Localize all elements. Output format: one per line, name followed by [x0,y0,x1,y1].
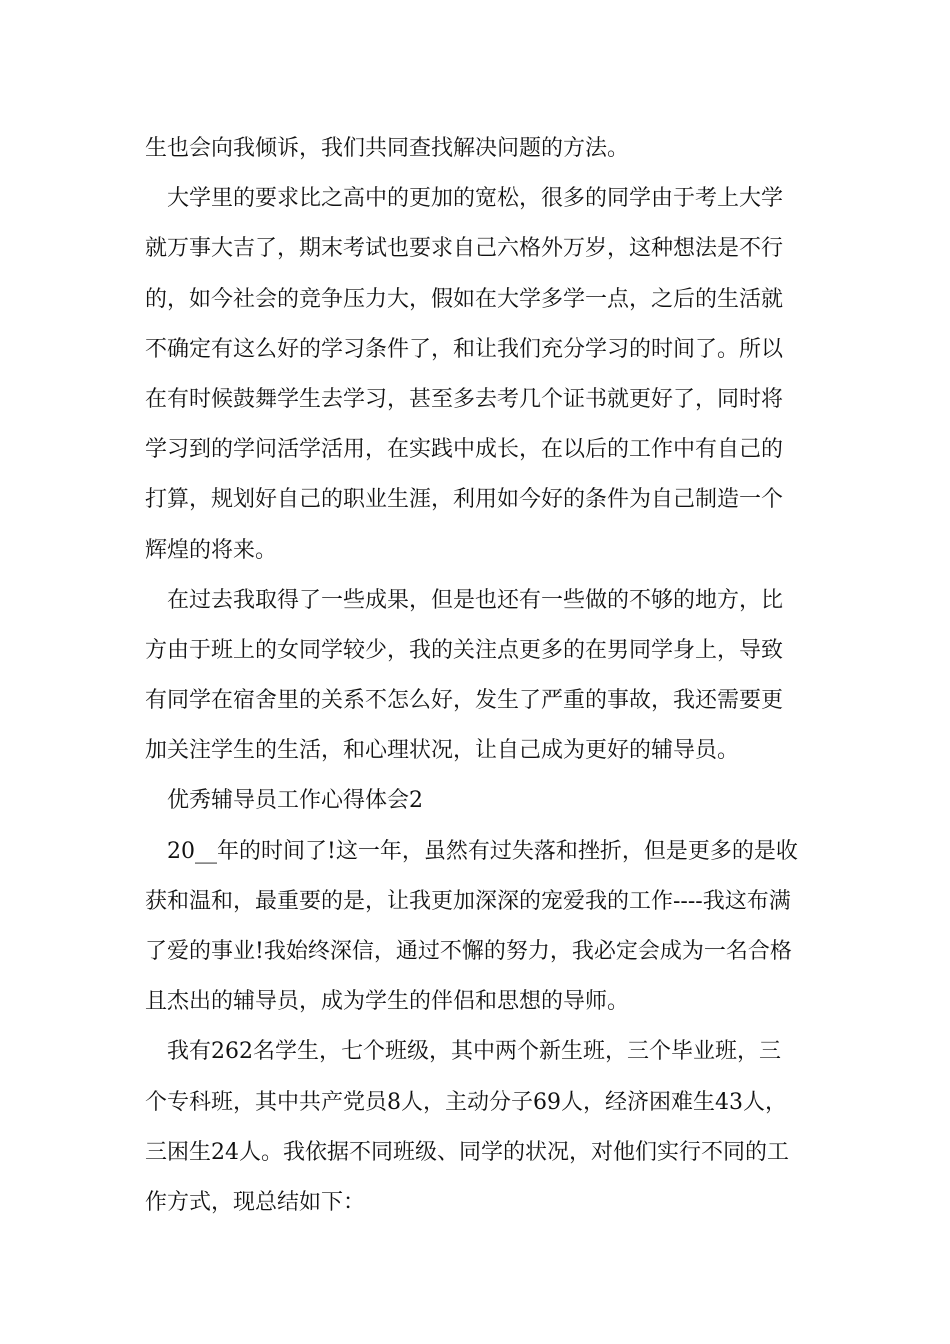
document-body [145,124,810,1228]
text-line: 学习到的学问活学活用，在实践中成长，在以后的工作中有自己的 [145,437,784,463]
text-line: 的，如今社会的竞争压力大，假如在大学多学一点，之后的生活就 [145,286,784,312]
paragraph-start: 我有262名学生，七个班级，其中两个新生班，三个毕业班，三 [167,1039,781,1065]
text-line: 不确定有这么好的学习条件了，和让我们充分学习的时间了。所以 [145,336,784,362]
section-heading: 优秀辅导员工作心得体会2 [167,788,423,814]
text-line: 三困生24人。我依据不同班级、同学的状况，对他们实行不同的工 [145,1139,789,1165]
text-line: 获和温和，最重要的是，让我更加深深的宠爱我的工作----我这布满 [145,888,791,914]
text-line: 有同学在宿舍里的关系不怎么好，发生了严重的事故，我还需要更 [145,688,784,714]
text-line: 了爱的事业!我始终深信，通过不懈的努力，我必定会成为一名合格 [145,939,792,964]
text-line: 就万事大吉了，期末考试也要求自己六格外万岁，这种想法是不行 [145,236,784,262]
text-line: 在有时候鼓舞学生去学习，甚至多去考几个证书就更好了，同时将 [145,386,784,412]
text-line: 生也会向我倾诉，我们共同查找解决问题的方法。 [145,136,630,161]
paragraph-start: 大学里的要求比之高中的更加的宽松，很多的同学由于考上大学 [167,186,784,212]
paragraph-start: 在过去我取得了一些成果，但是也还有一些做的不够的地方，比 [167,587,784,613]
text-line: 方由于班上的女同学较少，我的关注点更多的在男同学身上，导致 [145,637,784,663]
text-line: 作方式，现总结如下： [145,1189,366,1215]
text-line: 辉煌的将来。 [145,537,278,563]
text-line: 打算，规划好自己的职业生涯，利用如今好的条件为自己制造一个 [145,487,784,513]
text-line: 且杰出的辅导员，成为学生的伴侣和思想的导师。 [145,989,630,1015]
text-line: 个专科班，其中共产党员8人，主动分子69人，经济困难生43人， [145,1089,787,1115]
paragraph-start: 20__年的时间了!这一年，虽然有过失落和挫折，但是更多的是收 [167,838,798,864]
text-line: 加关注学生的生活，和心理状况，让自己成为更好的辅导员。 [145,738,740,764]
